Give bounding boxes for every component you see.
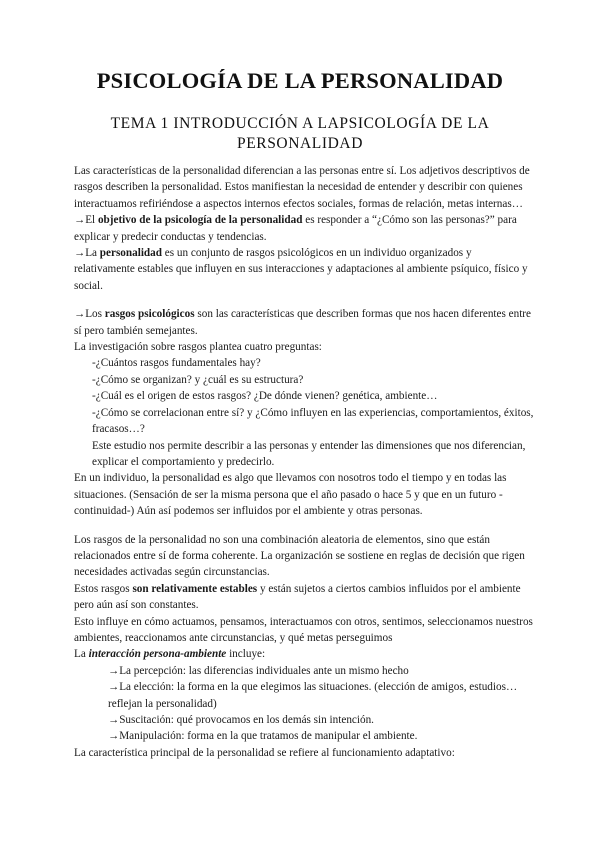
- question-item: -¿Cuál es el origen de estos rasgos? ¿De dónde vienen? genética, ambiente…: [92, 390, 438, 403]
- stability-term: son relativamente estables: [132, 582, 258, 595]
- interaction-item: →La percepción: las diferencias individuales ante un mismo hecho: [108, 664, 409, 677]
- question-item: -¿Cómo se organizan? y ¿cuál es su estructura?: [92, 373, 304, 386]
- objective-paragraph: →El objetivo de la psicología de la personalidad es responder a “¿Cómo son las personas?” para explicar y predecir conductas y tendencias.: [74, 214, 517, 243]
- document-body: [74, 163, 534, 761]
- study-paragraph: Este estudio nos permite describir a las personas y entender las dimensiones que nos diferencian, explicar el comportamiento y predecirlo.: [92, 439, 526, 468]
- main-characteristic: La característica principal de la personalidad se refiere al funcionamiento adaptativo:: [74, 746, 455, 759]
- traits-term: rasgos psicológicos: [104, 308, 195, 321]
- interaction-item: →Manipulación: forma en la que tratamos de manipular el ambiente.: [108, 730, 418, 743]
- individual-paragraph: En un individuo, la personalidad es algo que llevamos con nosotros todo el tiempo y en todas las situaciones. (Sensación de ser la misma persona que el año pasado o hace 5 y que en un futuro -continuidad-) Aún así podemos ser influidos por el ambiente y otras personas.: [74, 472, 507, 518]
- interaction-term: interacción persona-ambiente: [88, 648, 227, 661]
- interaction-item: →Suscitación: qué provocamos en los demás sin intención.: [108, 714, 374, 726]
- personality-paragraph: →La personalidad es un conjunto de rasgos psicológicos en un individuo organizados y relativamente estables que influyen en sus interacciones y adaptaciones al ambiente psíquico, físico y social.: [74, 247, 528, 292]
- question-item: -¿Cómo se correlacionan entre sí? y ¿Cómo influyen en las experiencias, comportamientos, éxitos, fracasos…?: [92, 406, 534, 436]
- objective-term: objetivo de la psicología de la personalidad: [97, 214, 303, 227]
- influence-paragraph: Esto influye en cómo actuamos, pensamos, interactuamos con otros, sentimos, seleccionamos nuestros ambientes, reaccionamos ante circunstancias, y qué metas perseguimos: [74, 615, 533, 644]
- question-item: -¿Cuántos rasgos fundamentales hay?: [92, 357, 261, 370]
- research-intro: La investigación sobre rasgos plantea cuatro preguntas:: [74, 341, 322, 354]
- page-title: PSICOLOGÍA DE LA PERSONALIDAD: [96, 68, 504, 93]
- personality-term: personalidad: [99, 247, 162, 260]
- organization-paragraph: Los rasgos de la personalidad no son una combinación aleatoria de elementos, sino que están relacionados entre sí de forma coherente. La organización se sostiene en reglas de decisión que rigen necesidades activadas según circunstancias.: [74, 533, 525, 579]
- interaction-heading: La interacción persona-ambiente incluye:: [74, 648, 266, 661]
- topic-subtitle: TEMA 1 INTRODUCCIÓN A LAPSICOLOGÍA DE LA PERSONALIDAD: [110, 115, 490, 152]
- traits-paragraph: →Los rasgos psicológicos son las características que describen formas que nos hacen diferentes entre sí pero también semejantes.: [74, 308, 531, 337]
- stability-paragraph: Estos rasgos son relativamente estables y están sujetos a ciertos cambios influidos por el ambiente pero aún así son constantes.: [74, 582, 521, 612]
- interaction-item: →La elección: la forma en la que elegimos las situaciones. (elección de amigos, estudios… reflejan la personalidad): [108, 681, 518, 710]
- intro-paragraph: Las características de la personalidad diferencian a las personas entre sí. Los adjetivos descriptivos de rasgos describen la personalidad. Estos manifiestan la necesidad de entender y describir con quienes interactuamos refiriéndose a aspectos internos efectos sociales, formas de relación, metas internas…: [74, 165, 530, 210]
